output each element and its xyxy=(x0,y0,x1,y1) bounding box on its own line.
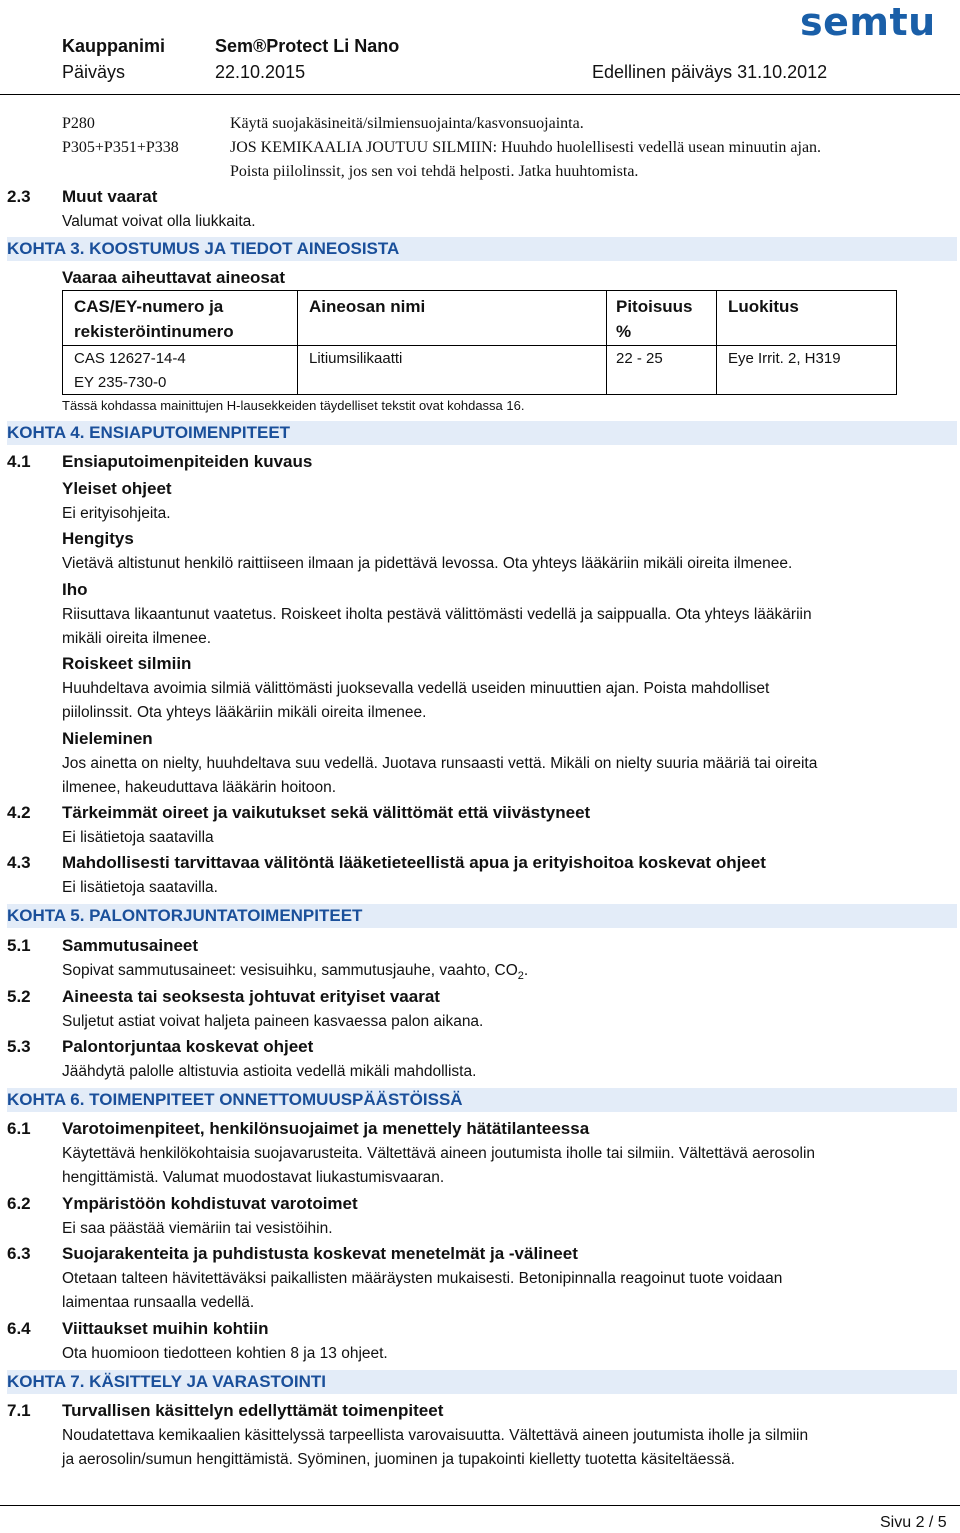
table-caption: Vaaraa aiheuttavat aineosat xyxy=(62,268,286,287)
precaution-code: P280 xyxy=(62,115,95,132)
paragraph: ja aerosolin/sumun hengittämistä. Syöminen, juominen ja tupakointi kielletty tuotetta käsiteltäessä. xyxy=(62,1451,735,1468)
kohta-title: KOHTA 4. ENSIAPUTOIMENPITEET xyxy=(7,423,291,442)
column-header-cas: CAS/EY-numero ja xyxy=(74,297,224,316)
subheading: Iho xyxy=(62,580,88,599)
paragraph: Ei saa päästää viemäriin tai vesistöihin. xyxy=(62,1220,333,1237)
precaution-text: JOS KEMIKAALIA JOUTUU SILMIIN: Huuhdo huolellisesti vedellä usean minuutin ajan. xyxy=(230,139,822,156)
paragraph: Jäähdytä palolle altistuvia astioita vedellä mikäli mahdollista. xyxy=(62,1063,477,1080)
precaution-text-cont: Poista piilolinssit, jos sen voi tehdä helposti. Jatka huuhtomista. xyxy=(230,163,639,180)
kohta-4-header xyxy=(7,421,957,445)
column-header-cas-cont: rekisteröintinumero xyxy=(74,322,234,341)
precaution-text: Käytä suojakäsineitä/silmiensuojainta/kasvonsuojainta. xyxy=(230,115,584,132)
product-label: Kauppanimi xyxy=(62,36,166,56)
subheading: Yleiset ohjeet xyxy=(62,479,172,498)
product-name: Sem®Protect Li Nano xyxy=(215,36,400,56)
cell-ey: EY 235-730-0 xyxy=(74,374,167,391)
section-number: 5.2 xyxy=(7,987,31,1006)
subheading: Hengitys xyxy=(62,529,134,548)
date-label: Päiväys xyxy=(62,62,126,82)
section-number: 5.3 xyxy=(7,1037,31,1056)
table-note: Tässä kohdassa mainittujen H-lausekkeiden täydelliset tekstit ovat kohdassa 16. xyxy=(62,398,525,413)
column-header-classification: Luokitus xyxy=(728,297,799,316)
section-title: Aineesta tai seoksesta johtuvat erityiset vaarat xyxy=(62,987,440,1006)
subheading: Nieleminen xyxy=(62,729,153,748)
section-title: Varotoimenpiteet, henkilönsuojaimet ja menettely hätätilanteessa xyxy=(62,1119,590,1138)
section-title: Suojarakenteita ja puhdistusta koskevat menetelmät ja -välineet xyxy=(62,1244,578,1263)
header-rule xyxy=(0,94,960,95)
paragraph: Sopivat sammutusaineet: vesisuihku, sammutusjauhe, vaahto, $CO_2$. xyxy=(62,962,529,983)
kohta-title: KOHTA 7. KÄSITTELY JA VARASTOINTI xyxy=(7,1372,326,1391)
paragraph: laimentaa runsaalla vedellä. xyxy=(62,1294,255,1311)
paragraph: Riisuttava likaantunut vaatetus. Roiskeet iholta pestävä välittömästi vedellä ja saippualla. Ota yhteys lääkäriin xyxy=(62,606,812,623)
paragraph: piilolinssit. Ota yhteys lääkäriin mikäli oireita ilmenee. xyxy=(62,704,427,721)
kohta-title: KOHTA 3. KOOSTUMUS JA TIEDOT AINEOSISTA xyxy=(7,239,400,258)
column-header-name: Aineosan nimi xyxy=(309,297,426,316)
precaution-code: P305+P351+P338 xyxy=(62,139,179,156)
section-title: Sammutusaineet xyxy=(62,936,199,955)
paragraph: Ei lisätietoja saatavilla xyxy=(62,829,214,846)
section-title: Muut vaarat xyxy=(62,187,158,206)
section-title: Ensiaputoimenpiteiden kuvaus xyxy=(62,452,313,471)
section-title: Palontorjuntaa koskevat ohjeet xyxy=(62,1037,314,1056)
kohta-title: KOHTA 6. TOIMENPITEET ONNETTOMUUSPÄÄSTÖISSÄ xyxy=(7,1090,463,1109)
cell-concentration: 22 - 25 xyxy=(616,350,663,367)
paragraph: Vietävä altistunut henkilö raittiiseen ilmaan ja pidettävä levossa. Ota yhteys lääkäriin mikäli oireita ilmenee. xyxy=(62,555,793,572)
section-title: Viittaukset muihin kohtiin xyxy=(62,1319,269,1338)
kohta-7-header xyxy=(7,1370,957,1394)
section-number: 2.3 xyxy=(7,187,31,206)
section-number: 6.4 xyxy=(7,1319,31,1338)
column-header-concentration: Pitoisuus xyxy=(616,297,693,316)
paragraph: mikäli oireita ilmenee. xyxy=(62,630,212,647)
previous-date: Edellinen päiväys 31.10.2012 xyxy=(592,62,828,82)
section-number: 6.1 xyxy=(7,1119,31,1138)
paragraph: ilmenee, hakeuduttava lääkärin hoitoon. xyxy=(62,779,337,796)
paragraph: Ei lisätietoja saatavilla. xyxy=(62,879,218,896)
section-number: 5.1 xyxy=(7,936,31,955)
cell-name: Litiumsilikaatti xyxy=(309,350,403,367)
kohta-5-header xyxy=(7,904,957,928)
kohta-3-header xyxy=(7,237,957,261)
section-title: Ympäristöön kohdistuvat varotoimet xyxy=(62,1194,358,1213)
date-value: 22.10.2015 xyxy=(215,62,306,82)
section-title: Turvallisen käsittelyn edellyttämät toimenpiteet xyxy=(62,1401,444,1420)
kohta-title: KOHTA 5. PALONTORJUNTATOIMENPITEET xyxy=(7,906,363,925)
section-number: 4.1 xyxy=(7,452,31,471)
column-header-percent: % xyxy=(616,322,632,341)
paragraph: Huuhdeltava avoimia silmiä välittömästi juoksevalla vedellä useiden minuuttien ajan. Poista mahdolliset xyxy=(62,680,770,697)
cell-cas: CAS 12627-14-4 xyxy=(74,350,186,367)
paragraph: Suljetut astiat voivat haljeta paineen kasvaessa palon aikana. xyxy=(62,1013,484,1030)
semtu-logo: semtu xyxy=(800,0,936,44)
cell-classification: Eye Irrit. 2, H319 xyxy=(728,350,841,367)
section-number: 6.2 xyxy=(7,1194,31,1213)
footer-rule xyxy=(0,1505,960,1506)
section-text: Valumat voivat olla liukkaita. xyxy=(62,213,256,230)
kohta-6-header xyxy=(7,1088,957,1112)
subheading: Roiskeet silmiin xyxy=(62,654,192,673)
section-number: 4.3 xyxy=(7,853,31,872)
paragraph: Otetaan talteen hävitettäväksi paikallisten määräysten mukaisesti. Betonipinnalla reagoinut tuote voidaan xyxy=(62,1270,783,1287)
paragraph: Noudatettava kemikaalien käsittelyssä tarpeellista varovaisuutta. Vältettävä aineen joutumista iholle ja silmiin xyxy=(62,1427,809,1444)
paragraph: Ota huomioon tiedotteen kohtien 8 ja 13 ohjeet. xyxy=(62,1345,388,1362)
section-title: Mahdollisesti tarvittavaa välitöntä lääketieteellistä apua ja erityishoitoa koskevat ohjeet xyxy=(62,853,766,872)
section-number: 4.2 xyxy=(7,803,31,822)
page-number: Sivu 2 / 5 xyxy=(880,1514,947,1531)
section-number: 7.1 xyxy=(7,1401,31,1420)
section-number: 6.3 xyxy=(7,1244,31,1263)
section-title: Tärkeimmät oireet ja vaikutukset sekä välittömät että viivästyneet xyxy=(62,803,591,822)
paragraph: Jos ainetta on nielty, huuhdeltava suu vedellä. Juotava runsaasti vettä. Mikäli on nielty suuria määriä tai oireita xyxy=(62,755,818,772)
paragraph: Ei erityisohjeita. xyxy=(62,505,171,522)
paragraph: hengittämistä. Valumat muodostavat liukastumisvaaran. xyxy=(62,1169,445,1186)
paragraph: Käytettävä henkilökohtaisia suojavarusteita. Vältettävä aineen joutumista iholle tai silmiin. Vältettävä aerosolin xyxy=(62,1145,816,1162)
